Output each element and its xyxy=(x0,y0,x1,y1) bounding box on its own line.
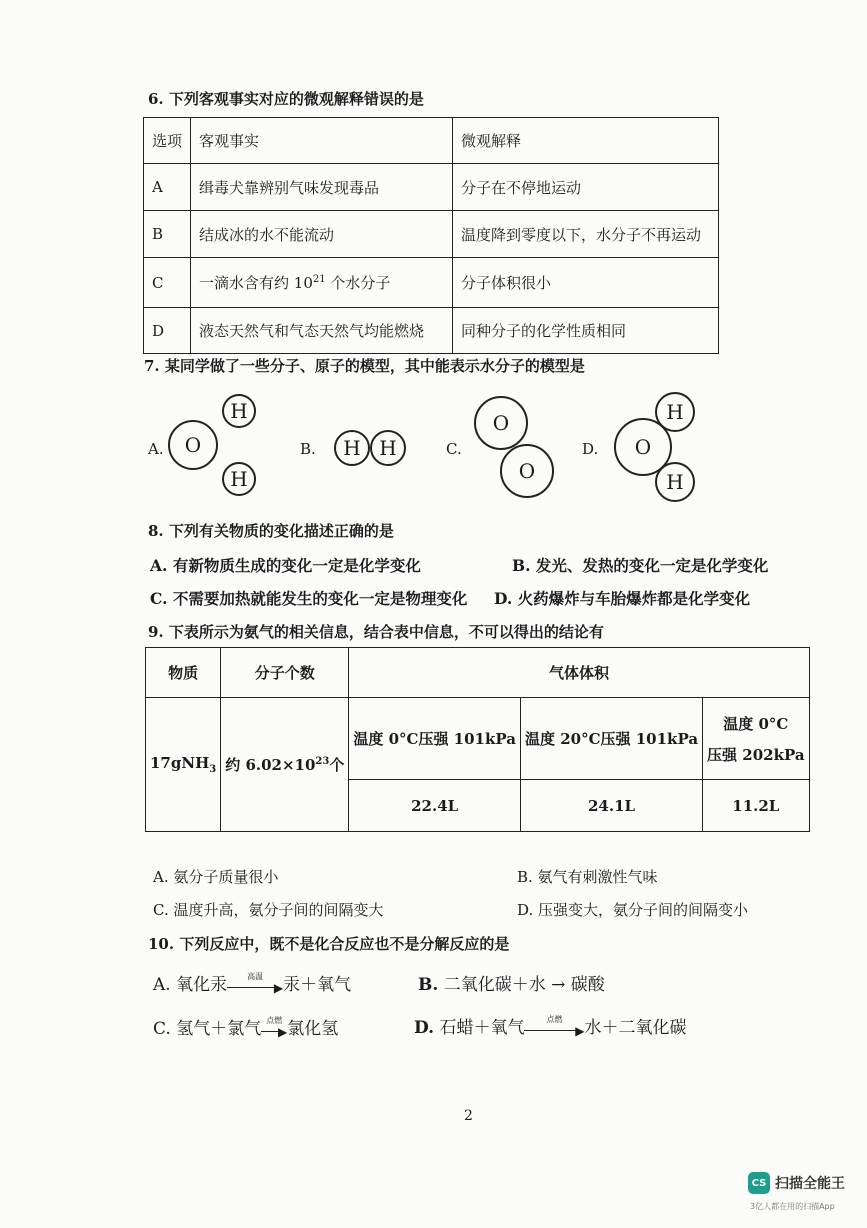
q9-option-d: D. 压强变大，氨分子间的间隔变小 xyxy=(517,901,749,919)
q7-option-c-label: C. xyxy=(446,440,462,458)
q10-option-a-label: A. xyxy=(153,975,171,995)
q9-substance xyxy=(146,698,221,832)
q9-substance-text: 17gNH xyxy=(150,754,210,772)
q9-volume-3: 11.2L xyxy=(703,780,810,832)
q6-row-a-option: A xyxy=(144,164,191,211)
q10-option-d-reactants: 石蜡＋氧气 xyxy=(439,1018,525,1038)
q10-option-b-label: B. xyxy=(418,975,439,995)
q10-option-a-products: 汞＋氧气 xyxy=(283,975,352,995)
q10-option-c-reactants: 氢气＋氯气 xyxy=(176,1019,262,1039)
q6-row-d-explain: 同种分子的化学性质相同 xyxy=(453,308,719,354)
q10-option-a-condition: 高温 xyxy=(247,971,264,981)
oxygen-atom: O xyxy=(474,396,528,450)
hydrogen-atom: H xyxy=(655,392,695,432)
q9-count-post: 个 xyxy=(329,756,345,774)
q8-option-b: B. 发光、发热的变化一定是化学变化 xyxy=(512,556,769,575)
q9-header-count: 分子个数 xyxy=(221,648,349,698)
q10-option-c xyxy=(153,1014,338,1039)
q7-option-d-label: D. xyxy=(582,440,599,458)
q6-row-a-explain: 分子在不停地运动 xyxy=(453,164,719,211)
q6-row-c-fact xyxy=(191,258,453,308)
q6-row-b-option: B xyxy=(144,211,191,258)
q9-condition-3 xyxy=(703,698,810,780)
q10-option-b-right: 碳酸 xyxy=(570,975,605,995)
q9-condition-3-temp: 温度 0°C xyxy=(723,714,789,733)
q6-row-c-fact-post: 个水分子 xyxy=(325,274,391,292)
q6-table xyxy=(143,117,719,354)
q8-option-a: A. 有新物质生成的变化一定是化学变化 xyxy=(150,556,421,575)
q7-title: 7. 某同学做了一些分子、原子的模型，其中能表示水分子的模型是 xyxy=(144,357,585,375)
q10-option-b-left: 二氧化碳＋水 xyxy=(443,975,546,995)
q6-row-c-option: C xyxy=(144,258,191,308)
camscanner-logo-icon: CS xyxy=(748,1172,770,1194)
q6-row-b-explain: 温度降到零度以下，水分子不再运动 xyxy=(453,211,719,258)
page-number: 2 xyxy=(464,1108,473,1124)
q9-condition-2: 温度 20°C压强 101kPa xyxy=(520,698,702,780)
q10-option-d-condition: 点燃 xyxy=(546,1014,563,1024)
q10-option-c-label: C. xyxy=(153,1019,171,1039)
q6-row-c-fact-exp: 21 xyxy=(312,274,326,285)
q6-row-d-option: D xyxy=(144,308,191,354)
q6-title: 6. 下列客观事实对应的微观解释错误的是 xyxy=(148,90,424,108)
q8-title: 8. 下列有关物质的变化描述正确的是 xyxy=(148,522,394,540)
hydrogen-atom: H xyxy=(222,394,256,428)
watermark-slogan: 3亿人都在用的扫描App xyxy=(750,1202,835,1211)
hydrogen-atom: H xyxy=(222,462,256,496)
q9-option-c: C. 温度升高，氨分子间的间隔变大 xyxy=(153,901,384,919)
watermark-app-name: 扫描全能王 xyxy=(775,1176,845,1192)
q9-volume-1: 22.4L xyxy=(349,780,521,832)
oxygen-atom: O xyxy=(614,418,672,476)
q6-row-a-fact: 缉毒犬靠辨别气味发现毒品 xyxy=(191,164,453,211)
q6-header-fact: 客观事实 xyxy=(191,118,453,164)
q9-table xyxy=(145,647,810,832)
arrow-icon: → xyxy=(551,975,566,995)
q9-condition-1: 温度 0°C压强 101kPa xyxy=(349,698,521,780)
q10-title: 10. 下列反应中，既不是化合反应也不是分解反应的是 xyxy=(148,935,510,953)
q10-option-a-reactant: 氧化汞 xyxy=(176,975,228,995)
q9-option-a: A. 氨分子质量很小 xyxy=(153,868,279,886)
q10-option-d-label: D. xyxy=(414,1018,435,1038)
q6-header-option: 选项 xyxy=(144,118,191,164)
q9-header-volume: 气体体积 xyxy=(349,648,809,698)
reaction-arrow-icon: 点燃 ▶ xyxy=(524,1022,584,1036)
q9-count xyxy=(221,698,349,832)
q6-row-b-fact: 结成冰的水不能流动 xyxy=(191,211,453,258)
q8-option-d: D. 火药爆炸与车胎爆炸都是化学变化 xyxy=(494,589,751,608)
reaction-arrow-icon: 点燃 ▶ xyxy=(261,1023,287,1037)
q10-option-b xyxy=(418,970,605,995)
q6-row-c-fact-pre: 一滴水含有约 10 xyxy=(199,274,313,292)
reaction-arrow-icon: 高温 ▶ xyxy=(227,979,283,993)
hydrogen-atom: H xyxy=(655,462,695,502)
hydrogen-atom: H xyxy=(370,430,406,466)
q7-option-b-label: B. xyxy=(300,440,316,458)
q9-title: 9. 下表所示为氨气的相关信息，结合表中信息，不可以得出的结论有 xyxy=(148,623,604,641)
q10-option-a xyxy=(153,970,351,995)
q9-count-exp: 23 xyxy=(315,756,330,767)
q8-option-c: C. 不需要加热就能发生的变化一定是物理变化 xyxy=(150,589,468,608)
q7-option-a-label: A. xyxy=(148,440,164,458)
oxygen-atom: O xyxy=(168,420,218,470)
q9-header-substance: 物质 xyxy=(146,648,221,698)
q6-row-d-fact: 液态天然气和气态天然气均能燃烧 xyxy=(191,308,453,354)
q9-count-pre: 约 6.02×10 xyxy=(225,756,316,774)
oxygen-atom: O xyxy=(500,444,554,498)
q9-option-b: B. 氨气有刺激性气味 xyxy=(517,868,658,886)
hydrogen-atom: H xyxy=(334,430,370,466)
q10-option-c-product: 氯化氢 xyxy=(287,1019,339,1039)
q10-option-c-condition: 点燃 xyxy=(266,1015,283,1025)
q6-row-c-explain: 分子体积很小 xyxy=(453,258,719,308)
q9-substance-sub: 3 xyxy=(209,764,217,775)
q10-option-d-products: 水＋二氧化碳 xyxy=(584,1018,687,1038)
q9-condition-3-pressure: 压强 202kPa xyxy=(707,745,805,764)
q6-header-explain: 微观解释 xyxy=(453,118,719,164)
q10-option-d xyxy=(414,1013,686,1038)
q9-volume-2: 24.1L xyxy=(520,780,702,832)
